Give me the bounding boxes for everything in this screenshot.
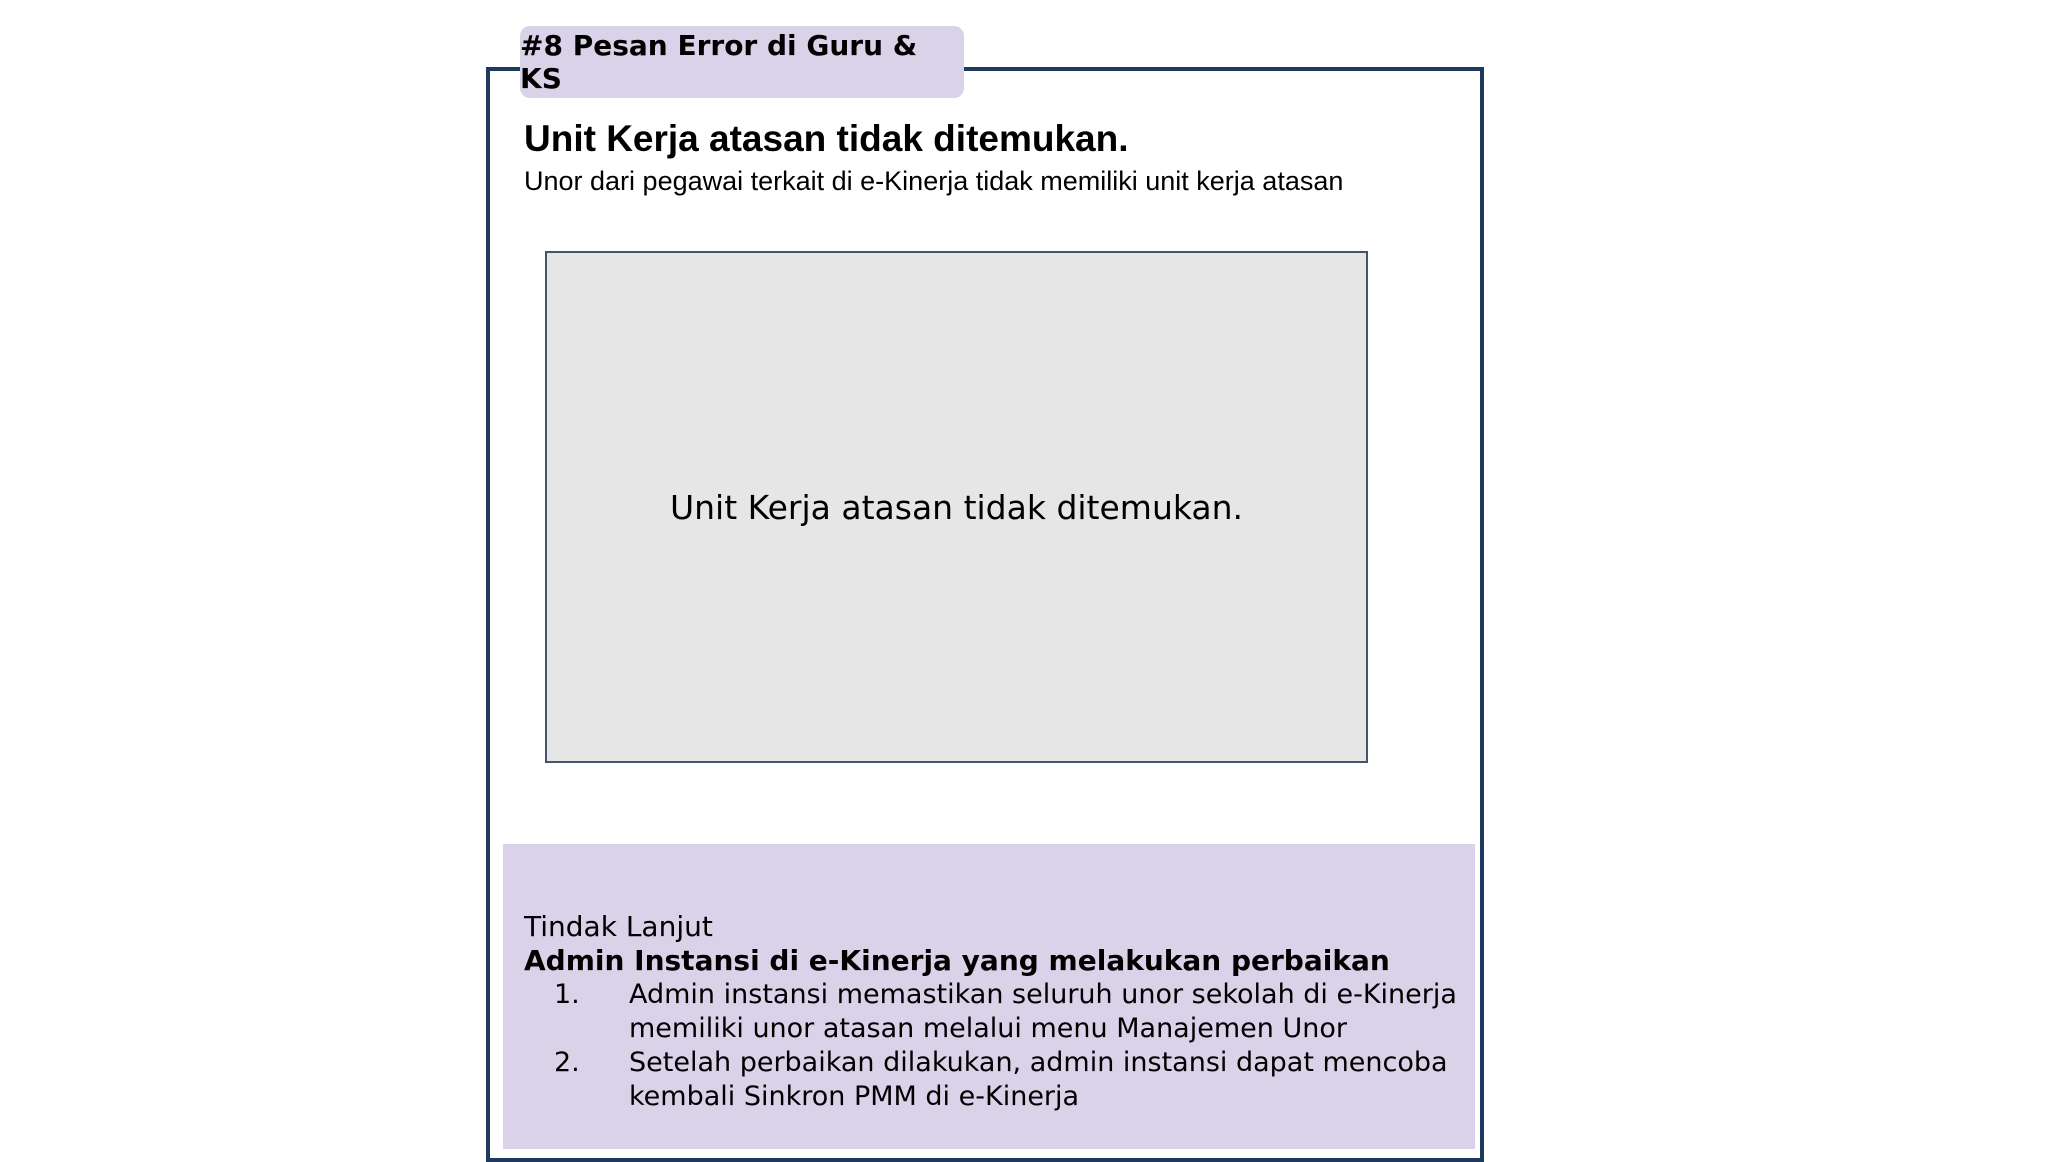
error-description: Unor dari pegawai terkait di e-Kinerja tidak memiliki unit kerja atasan — [524, 166, 1344, 196]
error-title: Unit Kerja atasan tidak ditemukan. — [524, 118, 1129, 159]
followup-step — [524, 1046, 1464, 1114]
step-number: 2. — [554, 1047, 580, 1078]
followup-steps — [524, 978, 1464, 1114]
error-message-preview — [545, 251, 1368, 763]
followup-step — [524, 978, 1464, 1046]
error-message-text: Unit Kerja atasan tidak ditemukan. — [669, 487, 1244, 527]
step-text-line: kembali Sinkron PMM di e-Kinerja — [629, 1081, 1080, 1112]
step-text-line: Setelah perbaikan dilakukan, admin instansi dapat mencoba — [629, 1047, 1448, 1078]
followup-heading: Tindak Lanjut — [524, 910, 713, 943]
step-text-line: Admin instansi memastikan seluruh unor sekolah di e-Kinerja — [629, 979, 1457, 1010]
followup-responsible: Admin Instansi di e-Kinerja yang melakukan perbaikan — [524, 944, 1390, 977]
followup-panel — [503, 844, 1475, 1149]
step-number: 1. — [554, 979, 580, 1010]
step-text-line: memiliki unor atasan melalui menu Manajemen Unor — [629, 1013, 1347, 1044]
slide-label: #8 Pesan Error di Guru & KS — [520, 26, 964, 98]
